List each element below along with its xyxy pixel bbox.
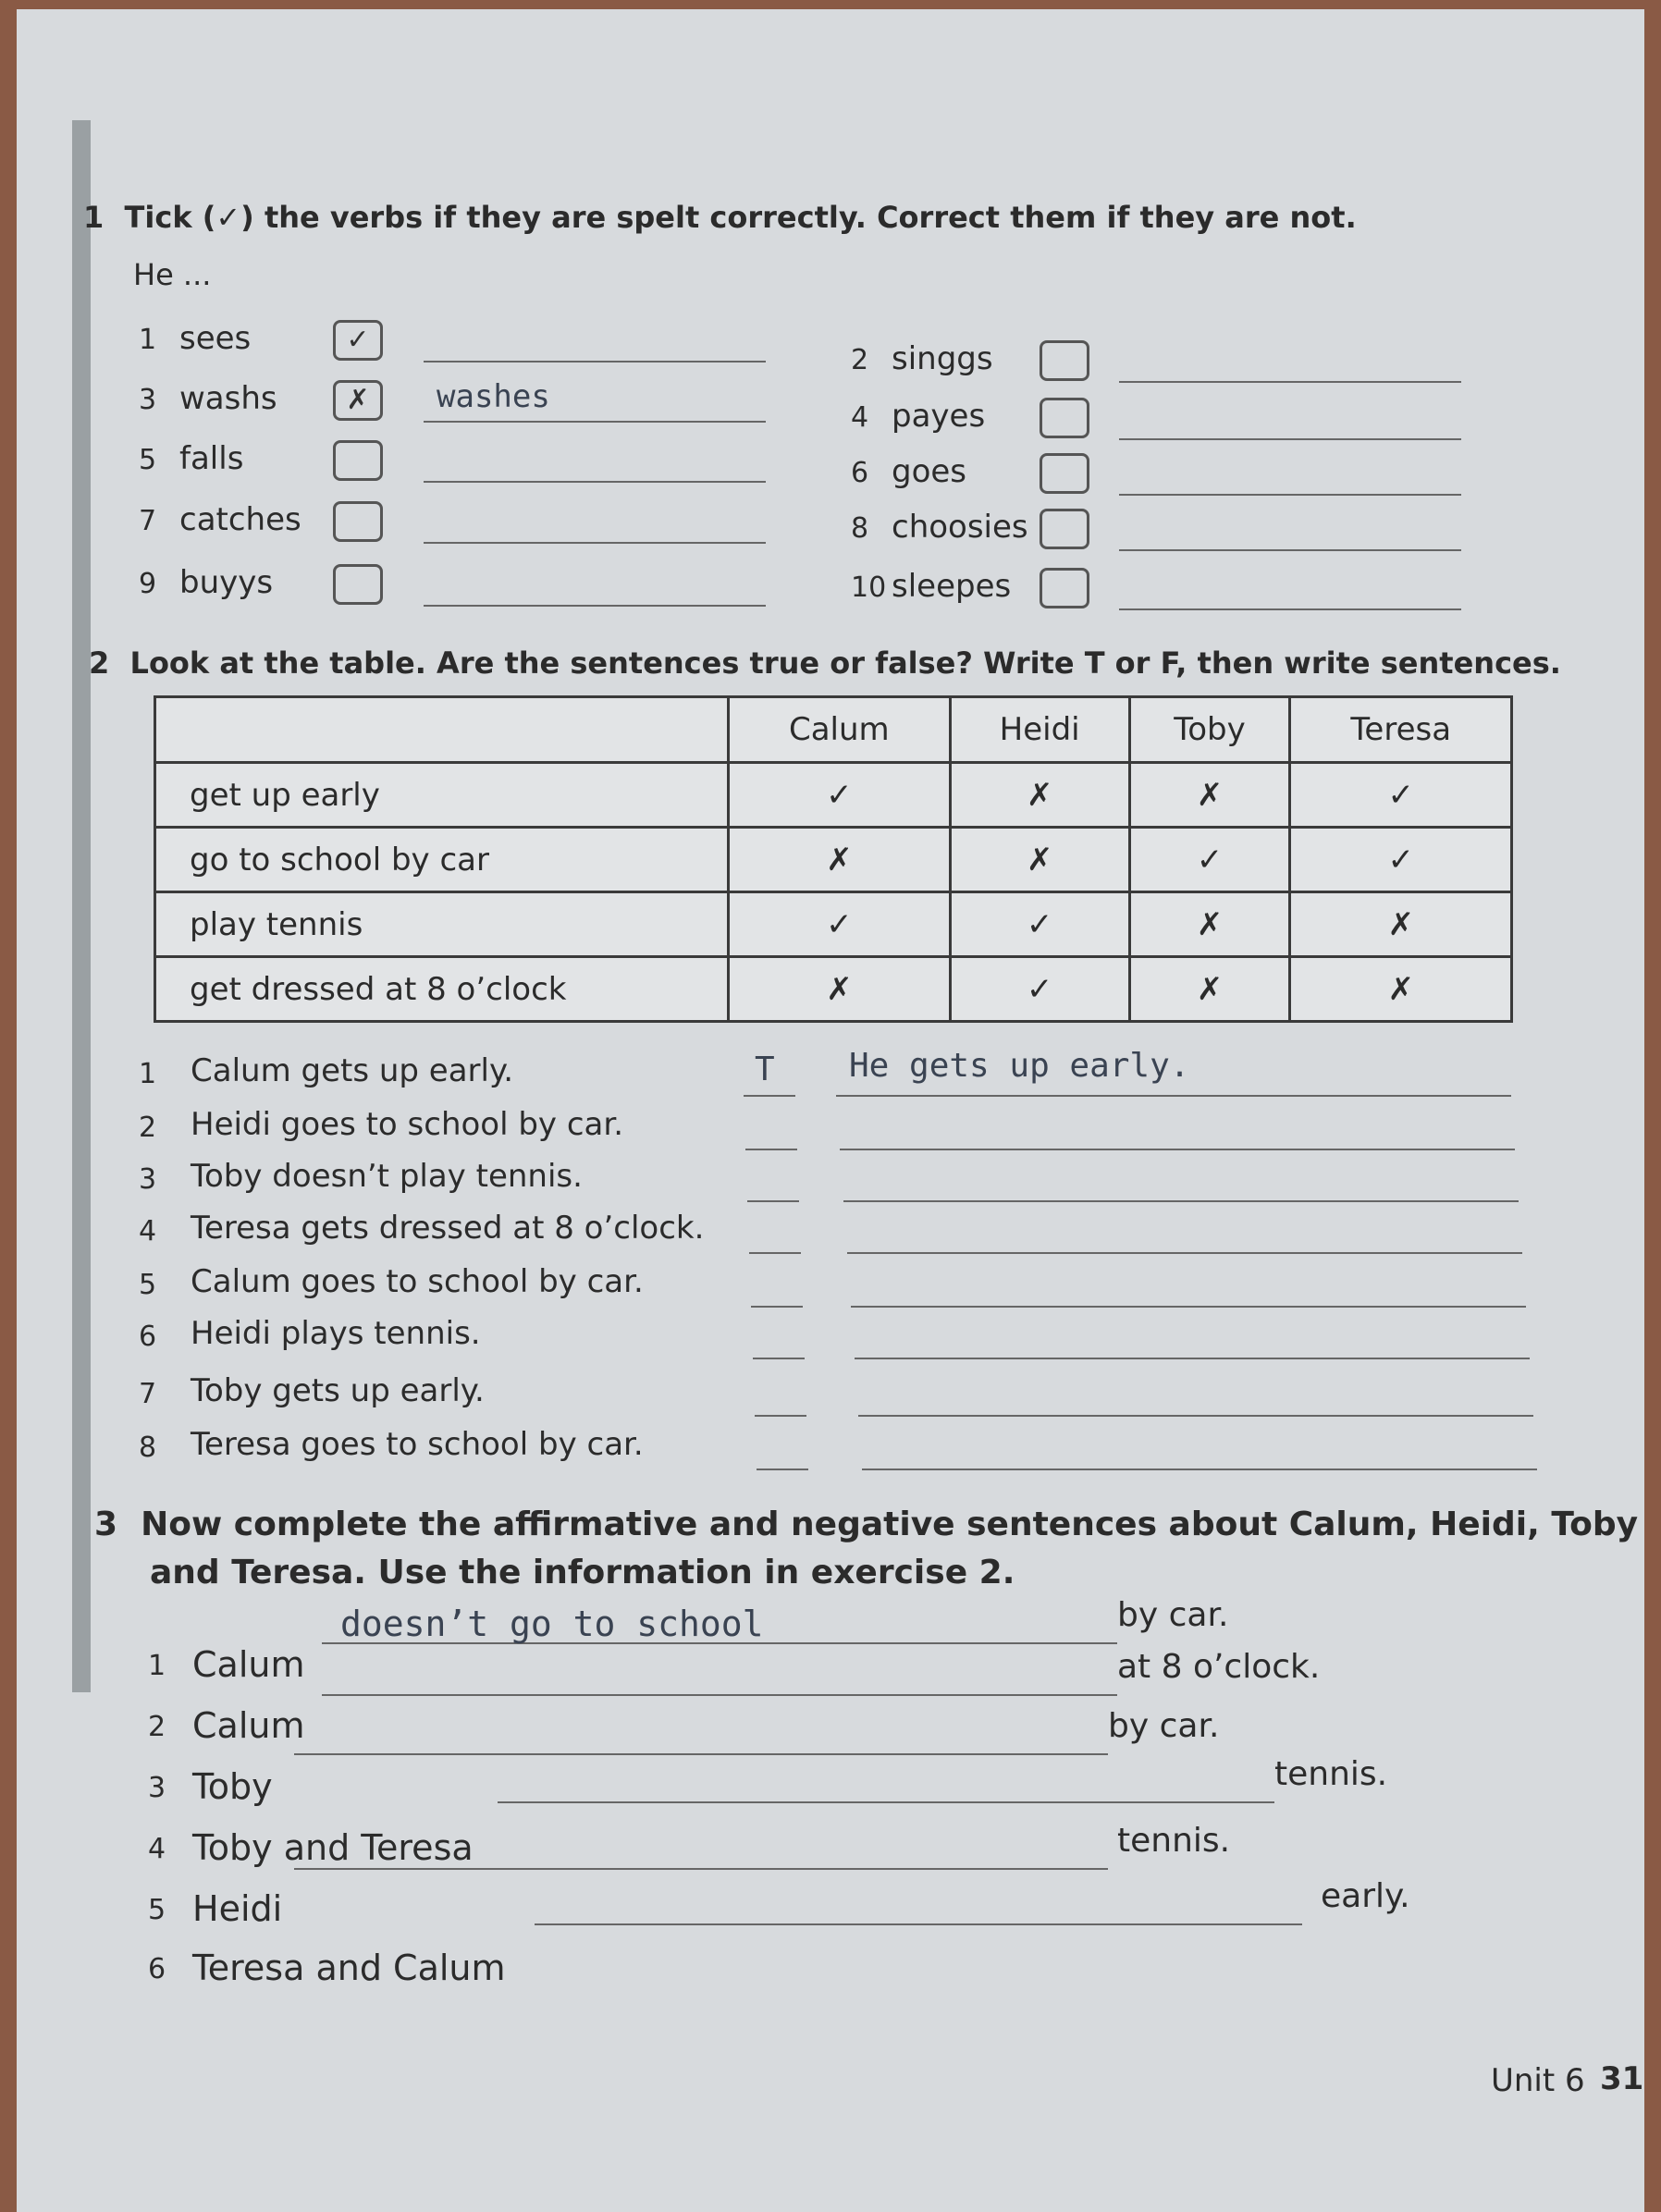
table-mark: ✓ [729,763,951,828]
tick-checkbox[interactable] [1040,509,1089,549]
verb-word: singgs [892,340,993,377]
tick-checkbox[interactable] [1040,340,1089,381]
item-number: 3 [139,384,157,416]
sentence-number: 3 [139,1163,157,1196]
answer-line [424,605,766,607]
answer-line [836,1095,1511,1097]
tf-line [751,1306,803,1308]
sentence-ending: at 8 o’clock. [1117,1648,1321,1686]
table-header-teresa: Teresa [1290,697,1512,763]
item-number: 4 [148,1833,166,1865]
sentence-subject: Calum [192,1644,305,1685]
page-number: 31 [1600,2060,1644,2097]
sentence-number: 8 [139,1432,157,1464]
answer-line [294,1868,1108,1870]
verb-word: payes [892,398,986,435]
table-header-heidi: Heidi [950,697,1129,763]
tf-answer[interactable]: T [755,1051,775,1088]
tick-checkbox[interactable] [333,564,383,605]
table-row [155,892,1512,957]
tf-line [749,1252,801,1254]
table-mark: ✗ [1129,892,1290,957]
answer-line [1119,608,1461,610]
ex3-instruction-2: and Teresa. Use the information in exercise 2. [150,1554,1015,1591]
item-number: 1 [139,324,157,356]
item-number: 7 [139,505,157,537]
table-mark: ✗ [1290,892,1512,957]
ex2-heading [89,645,1561,681]
sentence-ending: tennis. [1274,1755,1388,1793]
item-number: 3 [148,1772,166,1804]
sentence-subject: Heidi [192,1888,283,1929]
activities-table [154,695,1513,1023]
answer-line [851,1306,1526,1308]
table-header-calum: Calum [729,697,951,763]
table-header-row [155,697,1512,763]
sentence-ending: by car. [1108,1707,1220,1745]
row-label: get dressed at 8 o’clock [155,957,729,1022]
item-number: 8 [851,512,869,545]
sentence-subject: Teresa and Calum [192,1948,506,1988]
answer-line [1119,494,1461,496]
answer-line [424,542,766,544]
ex3-heading-line1 [94,1505,1638,1543]
answer-line [498,1801,1274,1803]
table-header-toby: Toby [1129,697,1290,763]
verb-word: washs [179,380,277,417]
verb-word: sleepes [892,568,1012,605]
item-number: 2 [851,344,869,376]
tick-checkbox[interactable] [333,440,383,481]
answer-line [322,1694,1117,1696]
item-number: 5 [139,444,157,476]
worksheet-page [17,9,1644,2212]
sentence-answer[interactable]: doesn’t go to school [340,1604,764,1644]
page-spine [72,120,91,1692]
item-number: 9 [139,568,157,600]
row-label: play tennis [155,892,729,957]
verb-word: catches [179,501,301,538]
ex1-prompt: He ... [133,257,212,292]
sentence-number: 6 [139,1321,157,1353]
item-number: 5 [148,1894,166,1926]
table-mark: ✗ [1290,957,1512,1022]
answer-line [424,361,766,363]
answer-line [847,1252,1522,1254]
table-corner-cell [155,697,729,763]
tf-line [747,1200,799,1202]
answer-line [858,1415,1533,1417]
ex2-number: 2 [89,645,110,681]
tf-line [745,1149,797,1150]
table-mark: ✗ [950,763,1129,828]
item-number: 6 [851,457,869,489]
table-mark: ✗ [729,828,951,892]
answer-line [840,1149,1515,1150]
tf-line [755,1415,806,1417]
answer-line [862,1469,1537,1470]
sentence-ending: tennis. [1117,1822,1231,1860]
answer-line [424,421,766,423]
table-mark: ✓ [950,892,1129,957]
sentence-ending: by car. [1117,1596,1229,1634]
tick-checkbox[interactable]: ✗ [333,380,383,421]
item-number: 4 [851,401,869,434]
ex2-instruction: Look at the table. Are the sentences true or false? Write T or F, then write sentences. [129,645,1561,681]
table-mark: ✗ [950,828,1129,892]
sentence-text: Heidi goes to school by car. [191,1106,624,1143]
ex1-heading [83,200,1357,235]
sentence-text: Teresa gets dressed at 8 o’clock. [191,1210,705,1247]
sentence-text: Heidi plays tennis. [191,1315,481,1352]
verb-word: sees [179,320,252,357]
tf-line [744,1095,795,1097]
sentence-answer[interactable]: He gets up early. [849,1047,1190,1085]
sentence-number: 5 [139,1269,157,1301]
sentence-number: 1 [139,1058,157,1090]
item-number: 10 [851,571,887,604]
table-mark: ✓ [729,892,951,957]
sentence-number: 4 [139,1215,157,1247]
sentence-subject: Toby [192,1766,273,1807]
sentence-subject: Toby and Teresa [192,1827,474,1868]
answer-line [843,1200,1519,1202]
answer-line [1119,381,1461,383]
tick-checkbox[interactable] [1040,568,1089,608]
tick-checkbox[interactable] [1040,398,1089,438]
answer-line [535,1923,1302,1925]
verb-word: buyys [179,564,274,601]
sentence-number: 2 [139,1112,157,1144]
answer-line [1119,438,1461,440]
row-label: get up early [155,763,729,828]
ex1-instruction: Tick (✓) the verbs if they are spelt correctly. Correct them if they are not. [124,200,1357,235]
item-number: 6 [148,1953,166,1985]
tick-checkbox[interactable] [333,501,383,542]
answer-line [855,1358,1530,1359]
sentence-text: Calum gets up early. [191,1052,514,1089]
ex3-number: 3 [94,1505,118,1543]
answer-text[interactable]: washes [437,378,550,415]
verb-word: falls [179,440,244,477]
sentence-text: Toby doesn’t play tennis. [191,1158,583,1195]
sentence-number: 7 [139,1378,157,1410]
sentence-subject: Calum [192,1705,305,1746]
sentence-text: Teresa goes to school by car. [191,1426,644,1463]
ex1-number: 1 [83,200,105,235]
table-mark: ✗ [1129,957,1290,1022]
verb-word: choosies [892,509,1028,546]
ex3-instruction-1: Now complete the affirmative and negative sentences about Calum, Heidi, Toby [141,1505,1639,1543]
item-number: 1 [148,1650,166,1682]
table-mark: ✓ [1290,828,1512,892]
table-mark: ✓ [1290,763,1512,828]
sentence-text: Calum goes to school by car. [191,1263,644,1300]
table-mark: ✓ [1129,828,1290,892]
item-number: 2 [148,1711,166,1743]
table-mark: ✓ [950,957,1129,1022]
table-row [155,828,1512,892]
answer-line [424,481,766,483]
table-mark: ✗ [729,957,951,1022]
tf-line [757,1469,808,1470]
table-row [155,957,1512,1022]
table-mark: ✗ [1129,763,1290,828]
verb-word: goes [892,453,967,490]
row-label: go to school by car [155,828,729,892]
tick-checkbox[interactable]: ✓ [333,320,383,361]
tf-line [753,1358,805,1359]
answer-line [294,1753,1108,1755]
answer-line [1119,549,1461,551]
tick-checkbox[interactable] [1040,453,1089,494]
unit-label: Unit 6 [1491,2062,1585,2099]
sentence-ending: early. [1321,1877,1410,1915]
table-row [155,763,1512,828]
sentence-text: Toby gets up early. [191,1372,485,1409]
